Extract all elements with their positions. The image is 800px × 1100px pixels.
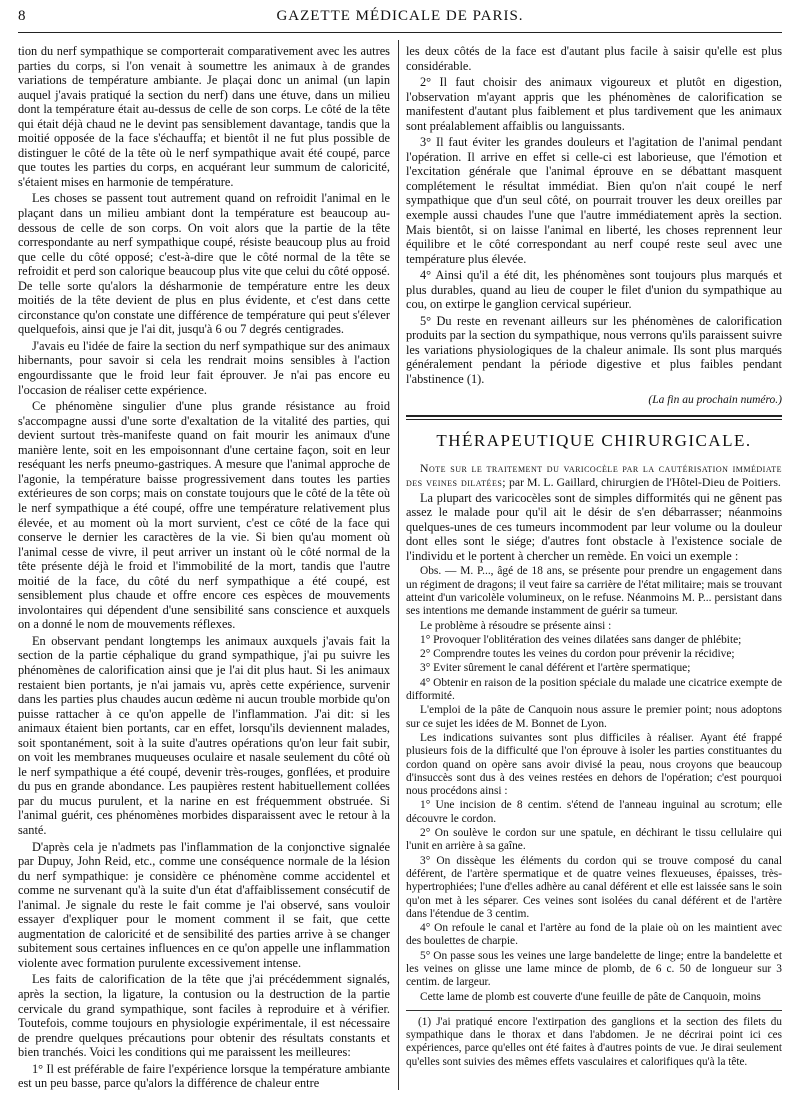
small-paragraph: 3° On dissèque les éléments du cordon qui se trouve composé du canal déférent, de l'artère spermatique et de quatre veines flexueuses, épaisses, très-hypertrophiées; l'une d'elles adhère au canal déférent et elle est laissée sans le soin qu'on met à les séparer. Ces veines sont isolées du canal déférent et de l'artère dans l'étendue de 3 centim. [406,854,782,920]
case-text [406,565,782,1004]
paragraph: 4° Ainsi qu'il a été dit, les phénomènes sont toujours plus marqués et plus durables, quand au lieu de couper le filet d'union du sympathique au cou, on extirpe le ganglion cervical supérieur. [406,268,782,312]
paragraph: tion du nerf sympathique se comporterait comparativement avec les autres parties du corps, si l'on venait à soumettre les animaux à de grandes variations de température ambiante. Je plaçai donc un animal (un lapin auquel j'avais pratiqué la section du nerf) dans une étuve, dans un milieu dont la température était au-dessus de celle de son corps. Le côté de la tête qui était déjà chaud ne le devint pas sensiblement davantage, tandis que la moitié opposée de la face s'échauffa; et bientôt il ne fut plus possible de distinguer le côté de la tête où le nerf sympathique avait été coupé, parce que toutes les parties du corps, en acquérant leur summum de caloricité, s'étaient mises en harmonie de température. [18,44,390,189]
page-number: 8 [18,8,26,24]
small-paragraph: Obs. — M. P..., âgé de 18 ans, se présente pour prendre un engagement dans un régiment de dragons; il veut faire sa carrière de l'état militaire; mais se trouvant atteint d'un varicolèle volumineux, on le refuse. Néanmoins M. P... persistant dans ses intentions me demande instamment de guérir sa tumeur. [406,565,782,618]
paragraph: Les faits de calorification de la tête que j'ai précédemment signalés, après la section, la ligature, la contusion ou la destruction de la partie cervicale du grand sympathique, sont faciles à reproduire et à vérifier. Toutefois, comme toujours en physiologie expérimentale, il est nécessaire de prendre quelques précautions pour obtenir des résultats constants et bien tranchés. Voici les conditions qui me paraissent les meilleures: [18,972,390,1060]
paragraph: En observant pendant longtemps les animaux auxquels j'avais fait la section de la partie céphalique du grand sympathique, j'ai pu suivre les phénomènes de calorification ainsi que je l'ai dit plus haut. Si les animaux restaient bien portants, je n'ai jamais vu, après cette expérience, survenir dans les parties plus chaudes aucun œdème ni aucun trouble morbide qu'on puisse rattacher à ce qu'on appelle de l'inflammation. J'ai dit: si les animaux étaient bien portants, car en effet, lorsqu'ils deviennent malades, soit spontanément, soit à la suite d'autres opérations qu'on leur fait subir, on voit les membranes muqueuses oculaire et nasale seulement du côté où le nerf sympathique a été coupé, devenir très-rouges, gonflées, et produire du pus en grande abondance. Les paupières restent habituellement collées par du mucus purulent, et la narine en est fréquemment obstruée. Si l'animal guérit, ces phénomènes morbides disparaissent avec le retour à la santé. [18,633,390,837]
right-column [406,44,782,1090]
journal-title: GAZETTE MÉDICALE DE PARIS. [276,8,524,24]
footnote-rule [406,1010,782,1011]
paragraph: Les choses se passent tout autrement quand on refroidit l'animal en le plaçant dans un milieu ambiant dont la température est beaucoup au-dessous de celle de son corps. On voit alors que la partie de la tête correspondante au nerf sympathique coupé, résiste beaucoup plus au froid que celle du côté opposé; c'est-à-dire que le côté normal de la tête se refroidit et perd son calorique beaucoup plus vite que celui du côté opposé. De telle sorte qu'alors la désharmonie de température entre les deux moitiés de la tête devient de plus en plus évidente, et c'est dans cette circonstance qu'on constate une différence de température qui peut s'élever quelquefois, ainsi que je l'ai dit, jusqu'à 6 ou 7 degrés centigrades. [18,191,390,337]
paragraph: 3° Il faut éviter les grandes douleurs et l'agitation de l'animal pendant l'opération. Il arrive en effet si celle-ci est laborieuse, que l'émotion et l'excitation générale que l'animal éprouve en se débattant masquent complétement le résultat immédiat. Bien qu'on n'ait coupé le nerf sympathique que d'un seul côté, on pourrait trouver les deux oreilles par exemple aussi chaudes l'une que l'autre immédiatement après la section. Mais bientôt, si on laisse l'animal en liberté, les choses reprennent leur équilibre et le côté correspondant au nerf coupé reste seul avec une température plus élevée. [406,135,782,266]
intro-paragraph: La plupart des varicocèles sont de simples difformités qui ne gênent pas assez le malade pour qu'il ait le désir de s'en débarrasser; néanmoins quelques-unes de ces tumeurs incommodent par leur volume ou la douleur dont elles sont le siége; d'autres font obstacle à l'existence sociale de l'individu et le portent à chercher un remède. En voici un exemple : [406,490,782,563]
page-header [18,6,782,33]
small-paragraph: 4° Obtenir en raison de la position spéciale du malade une cicatrice exempte de difformité. [406,676,782,703]
continuation-note: (La fin au prochain numéro.) [648,393,782,406]
paragraph: Ce phénomène singulier d'une plus grande résistance au froid s'accompagne aussi d'une sorte d'exaltation de la vitalité des parties, qui devient surtout très-manifeste quand on fait mourir les animaux d'une manière lente, soit en les empoisonnant d'une certaine façon, soit en leur reséquant les nerfs pneumo-gastriques. A mesure que l'animal approche de l'agonie, la température baisse progressivement dans toutes les parties extérieures de son corps; mais on constate toujours que le côté de la tête où le nerf sympathique a été coupé, offre une température relativement plus élevée, et au moment où la mort survient, c'est ce côté de la face qui conserve le dernier les caractères de la vie. Si bien qu'au moment où l'animal cesse de vivre, il peut arriver un instant où le côté normal de la tête présente déjà le froid et l'immobilité de la mort, tandis que l'autre moitié de la face, du côté du nerf sympathique a été coupé, est sensiblement plus chaude et offre encore ces espèces de mouvements involontaires qui dépendent d'une sensibilité sans conscience et auxquels on a donné le nom de mouvements réflexes. [18,399,390,632]
small-paragraph: 2° Comprendre toutes les veines du cordon pour prévenir la récidive; [420,648,735,661]
paragraph: 1° Il est préférable de faire l'expérience lorsque la température ambiante est un peu basse, parce qu'alors la différence de chaleur entre [18,1061,390,1090]
small-paragraph: Cette lame de plomb est couverte d'une feuille de pâte de Canquoin, moins [420,990,761,1003]
paragraph: D'après cela je n'admets pas l'inflammation de la conjonctive signalée par Dupuy, John Reid, etc., comme une conséquence normale de la lésion du nerf sympathique: je considère ce phénomène comme accidentel et comme ne survenant qu'à la suite d'un état d'affaiblissement consécutif de l'animal. Je signale du reste le fait comme je l'ai observé, sans vouloir essayer d'expliquer pour le moment comment il se fait, que cette augmentation de caloricité et de sensibilité des parties arrive à se changer subitement sous certaines influences en ce qu'on appelle une inflammation violente avec formation purulente excessivement intense. [18,839,390,970]
footnote-text: (1) J'ai pratiqué encore l'extirpation des ganglions et la section des filets du sympathique dans le thorax et dans l'abdomen. Je ne décrirai point ici ces expériences, parce qu'elles ont été faites à d'autres points de vue. Je dirai seulement qu'elles sont suivies des mêmes effets vasculaires et calorifiques qu'à la tête. [406,1015,782,1068]
small-paragraph: 4° On refoule le canal et l'artère au fond de la plaie où on les maintient avec des boulettes de charpie. [406,922,782,948]
section-title: THÉRAPEUTIQUE CHIRURGICALE. [436,431,752,451]
small-paragraph: Les indications suivantes sont plus difficiles à réaliser. Ayant été frappé plusieurs fois de la difficulté que l'on éprouve à isoler les parties constituantes du cordon quand on opère sans avoir divisé la peau, nous croyons que beaucoup d'insuccès sont dus à des veines restées en dehors de l'opération; c'est pourquoi nous procédons ainsi : [406,731,782,798]
small-paragraph: 5° On passe sous les veines une large bandelette de linge; entre la bandelette et les veines on glisse une lame mince de plomb, de 6 c. 50 de longueur sur 3 centim. de largeur. [406,949,782,989]
section-divider [406,415,782,417]
small-paragraph: 1° Une incision de 8 centim. s'étend de l'anneau inguinal au scrotum; elle découvre le cordon. [406,799,782,825]
paragraph: J'avais eu l'idée de faire la section du nerf sympathique sur des animaux hibernants, pour savoir si cela les rendrait moins sensibles à l'action engourdissante que le froid leur fait éprouver. Je n'ai pas encore eu l'occasion de réaliser cette expérience. [18,338,390,397]
article-heading-title: Note sur le traitement du varicocèle par la cautérisation immédiate des veines dilatées; [406,460,782,489]
paragraph: 2° Il faut choisir des animaux vigoureux et plutôt en digestion, l'observation m'ayant appris que les phénomènes de calorification se manifestent d'autant plus faiblement et plus tardivement que les animaux sont préalablement affaiblis ou languissants. [406,75,782,133]
small-paragraph: 1° Provoquer l'oblitération des veines dilatées sans danger de phlébite; [420,633,742,646]
article-heading [406,461,782,489]
small-paragraph: L'emploi de la pâte de Canquoin nous assure le premier point; nous adoptons sur ce sujet les idées de M. Bonnet de Lyon. [406,704,782,730]
left-column [18,44,390,1090]
column-rule [398,40,399,1090]
footnote [406,1016,782,1069]
article-heading-author: par M. L. Gaillard, chirurgien de l'Hôtel-Dieu de Poitiers. [509,474,781,489]
small-paragraph: 3° Eviter sûrement le canal déférent et l'artère spermatique; [420,662,691,675]
paragraph: 5° Du reste en revenant ailleurs sur les phénomènes de calorification produits par la section du sympathique, nous verrons qu'ils paraissent suivre les variations physiologiques de la chaleur animale. Ils sont plus marqués généralement pendant la période digestive et plus faibles pendant l'abstinence (1). [406,313,782,387]
section-divider-thin [406,419,782,420]
small-paragraph: 2° On soulève le cordon sur une spatule, en déchirant le tissu cellulaire qui l'unit en arrière à sa gaîne. [406,827,782,853]
small-paragraph: Le problème à résoudre se présente ainsi : [420,619,612,632]
paragraph: les deux côtés de la face est d'autant plus facile à saisir qu'elle est plus considérable. [406,44,782,73]
